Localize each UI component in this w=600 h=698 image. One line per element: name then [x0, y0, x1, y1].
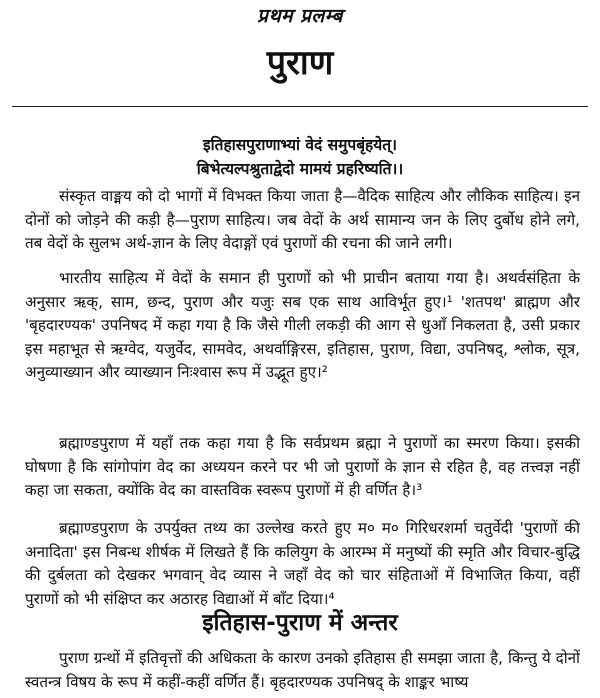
paragraph-2: भारतीय साहित्य में वेदों के समान ही पुराणों को भी प्राचीन बताया गया है। अथर्वसंहिता के अनुसार ऋक्, साम, छन्द, पुराण और यजुः सब एक साथ आविर्भूत हुए।¹ 'शतपथ' ब्राह्मण और 'बृहदारण्यक' उपनिषद में कहा गया है कि जैसे गीली लकड़ी की आग से धुआँ निकलता है, उसी प्रकार इस महाभूत से ऋग्वेद, यजुर्वेद, सामवेद, अथर्वाङ्गिरस, इतिहास, पुराण, विद्या, उपनिषद्, श्लोक, सूत्र, अनुव्याख्यान और व्याख्यान निःश्वास रूप में उद्भूत हुए।²	[25, 269, 580, 382]
verse-line-2: बिभेत्यल्पश्रुताद्वेदो मामयं प्रहरिष्यति।।	[196, 160, 404, 178]
verse-line-1: इतिहासपुराणाभ्यां वेदं समुपबृंहयेत्।	[203, 136, 397, 154]
paragraph-3: ब्रह्माण्डपुराण में यहाँ तक कहा गया है कि सर्वप्रथम ब्रह्मा ने पुराणों का स्मरण किया। इसकी घोषणा है कि सांगोपांग वेद का अध्ययन करने पर भी जो पुराणों के ज्ञान से रहित है, वह तत्त्वज्ञ नहीं कहा जा सकता, क्योंकि वेद का वास्तविक स्वरूप पुराणों में ही वर्णित है।³	[25, 434, 580, 500]
chapter-label: प्रथम प्रलम्ब	[257, 5, 343, 27]
paragraph-4: ब्रह्माण्डपुराण के उपर्युक्त तथ्य का उल्लेख करते हुए म० म० गिरिधरशर्मा चतुर्वेदी 'पुराणों की अनादिता' इस निबन्ध शीर्षक में लिखते हैं कि कलियुग के आरम्भ में मनुष्यों की स्मृति और विचार-बुद्धि की दुर्बलता को देखकर भगवान् वेद व्यास ने जहाँ वेद को चार संहिताओं में विभाजित किया, वहीं पुराणों को भी संक्षिप्त कर अठारह विद्याओं में बाँट दिया।⁴	[25, 519, 580, 608]
section-heading: इतिहास-पुराण में अन्तर	[202, 610, 398, 636]
paragraph-1: संस्कृत वाङ्मय को दो भागों में विभक्त किया जाता है—वैदिक साहित्य और लौकिक साहित्य। इन दोनों को जोड़ने की कड़ी है—पुराण साहित्य। जब वेदों के अर्थ सामान्य जन के लिए दुर्बोध होने लगे, तब वेदों के सुलभ अर्थ-ज्ञान के लिए वेदाङ्गों एवं पुराणों की रचना की जाने लगी।	[25, 187, 580, 253]
chapter-title: पुराण	[266, 43, 334, 83]
title-divider	[12, 106, 588, 107]
section-paragraph: पुराण ग्रन्थों में इतिवृत्तों की अधिकता के कारण उनको इतिहास ही समझा जाता है, किन्तु ये दोनों स्वतन्त्र विषय के रूप में कहीं-कहीं वर्णित हैं। बृहदारण्यक उपनिषद् के शाङ्कर भाष्य	[25, 649, 580, 691]
